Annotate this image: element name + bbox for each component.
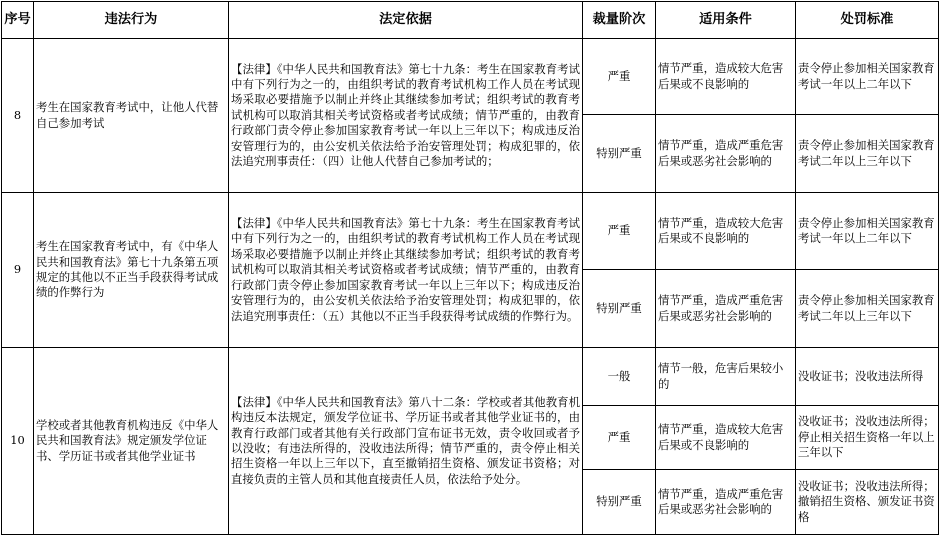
row-8-tier-2-cond: 情节严重，造成严重危害后果或恶劣社会影响的 [656, 115, 796, 193]
row-10-basis-text: 【法律】《中华人民共和国教育法》第八十二条：学校或者其他教育机构违反本法规定，颁发学位证书、学历证书或者其他学业证书的，由教育行政部门或者其他有关行政部门宣布证书无效，责令收回或者予以没收；有违法所得的，没收违法所得；情节严重的，责令停止相关招生资格一年以上三年以下，直至撤销招生资格、颁发证书资格；对直接负责的主管人员和其他直接责任人员，依法给予处分。 [231, 394, 580, 486]
row-10-tier-1-level: 一般 [583, 348, 656, 406]
row-9-tier-1-cond: 情节严重，造成较大危害后果或不良影响的 [656, 193, 796, 270]
row-9-tier-2-penalty: 责令停止参加相关国家教育考试二年以上三年以下 [796, 270, 939, 348]
penalty-standard-table [1, 1, 939, 535]
header-basis: 法定依据 [229, 2, 583, 39]
row-8-tier-2-penalty: 责令停止参加相关国家教育考试二年以上三年以下 [796, 115, 939, 193]
table-row [2, 39, 939, 115]
row-9-tier-2-cond: 情节严重，造成严重危害后果或恶劣社会影响的 [656, 270, 796, 348]
row-9-seq: 9 [2, 193, 34, 348]
row-10-tier-3-penalty: 没收证书；没收违法所得；撤销招生资格、颁发证书资格 [796, 470, 939, 535]
row-8-tier-2-level: 特别严重 [583, 115, 656, 193]
header-level: 裁量阶次 [583, 2, 656, 39]
row-9-basis-text: 【法律】《中华人民共和国教育法》第七十九条：考生在国家教育考试中有下列行为之一的，由组织考试的教育考试机构工作人员在考试现场采取必要措施予以制止并终止其继续参加考试；组织考试的教育考试机构可以取消其相关考试资格或者考试成绩；情节严重的，由教育行政部门责令停止参加国家教育考试一年以上三年以下；构成违反治安管理行为的，由公安机关依法给予治安管理处罚；构成犯罪的，依法追究刑事责任：（五）其他以不正当手段获得考试成绩的作弊行为。 [231, 216, 580, 323]
row-10-act: 学校或者其他教育机构违反《中华人民共和国教育法》规定颁发学位证书、学历证书或者其他学业证书 [34, 348, 229, 535]
header-cond: 适用条件 [656, 2, 796, 39]
row-10-seq: 10 [2, 348, 34, 535]
row-10-tier-3-cond: 情节严重，造成严重危害后果或恶劣社会影响的 [656, 470, 796, 535]
row-8-seq: 8 [2, 39, 34, 193]
row-10-tier-3-level: 特别严重 [583, 470, 656, 535]
row-8-tier-1-penalty: 责令停止参加相关国家教育考试一年以上二年以下 [796, 39, 939, 115]
row-10-basis [229, 348, 583, 535]
row-10-tier-1-cond: 情节一般，危害后果较小的 [656, 348, 796, 406]
row-9-basis [229, 193, 583, 348]
row-10-tier-2-cond: 情节严重，造成较大危害后果或不良影响的 [656, 406, 796, 470]
table-row [2, 348, 939, 406]
header-penalty: 处罚标准 [796, 2, 939, 39]
row-9-act: 考生在国家教育考试中，有《中华人民共和国教育法》第七十九条第五项规定的其他以不正当手段获得考试成绩的作弊行为 [34, 193, 229, 348]
header-row [2, 2, 939, 39]
row-9-tier-1-level: 严重 [583, 193, 656, 270]
row-8-basis [229, 39, 583, 193]
header-seq: 序号 [2, 2, 34, 39]
row-9-tier-1-penalty: 责令停止参加相关国家教育考试一年以上二年以下 [796, 193, 939, 270]
row-8-tier-1-level: 严重 [583, 39, 656, 115]
table-row [2, 193, 939, 270]
row-8-basis-text: 【法律】《中华人民共和国教育法》第七十九条：考生在国家教育考试中有下列行为之一的，由组织考试的教育考试机构工作人员在考试现场采取必要措施予以制止并终止其继续参加考试；组织考试的教育考试机构可以取消其相关考试资格或者考试成绩；情节严重的，由教育行政部门责令停止参加国家教育考试一年以上三年以下；构成违反治安管理行为的，由公安机关依法给予治安管理处罚；构成犯罪的，依法追究刑事责任：（四）让他人代替自己参加考试的； [231, 61, 580, 169]
header-act: 违法行为 [34, 2, 229, 39]
row-8-tier-1-cond: 情节严重，造成较大危害后果或不良影响的 [656, 39, 796, 115]
row-10-tier-2-penalty: 没收证书；没收违法所得；停止相关招生资格一年以上三年以下 [796, 406, 939, 470]
row-10-tier-2-level: 严重 [583, 406, 656, 470]
row-9-tier-2-level: 特别严重 [583, 270, 656, 348]
row-8-act: 考生在国家教育考试中，让他人代替自己参加考试 [34, 39, 229, 193]
row-10-tier-1-penalty: 没收证书；没收违法所得 [796, 348, 939, 406]
